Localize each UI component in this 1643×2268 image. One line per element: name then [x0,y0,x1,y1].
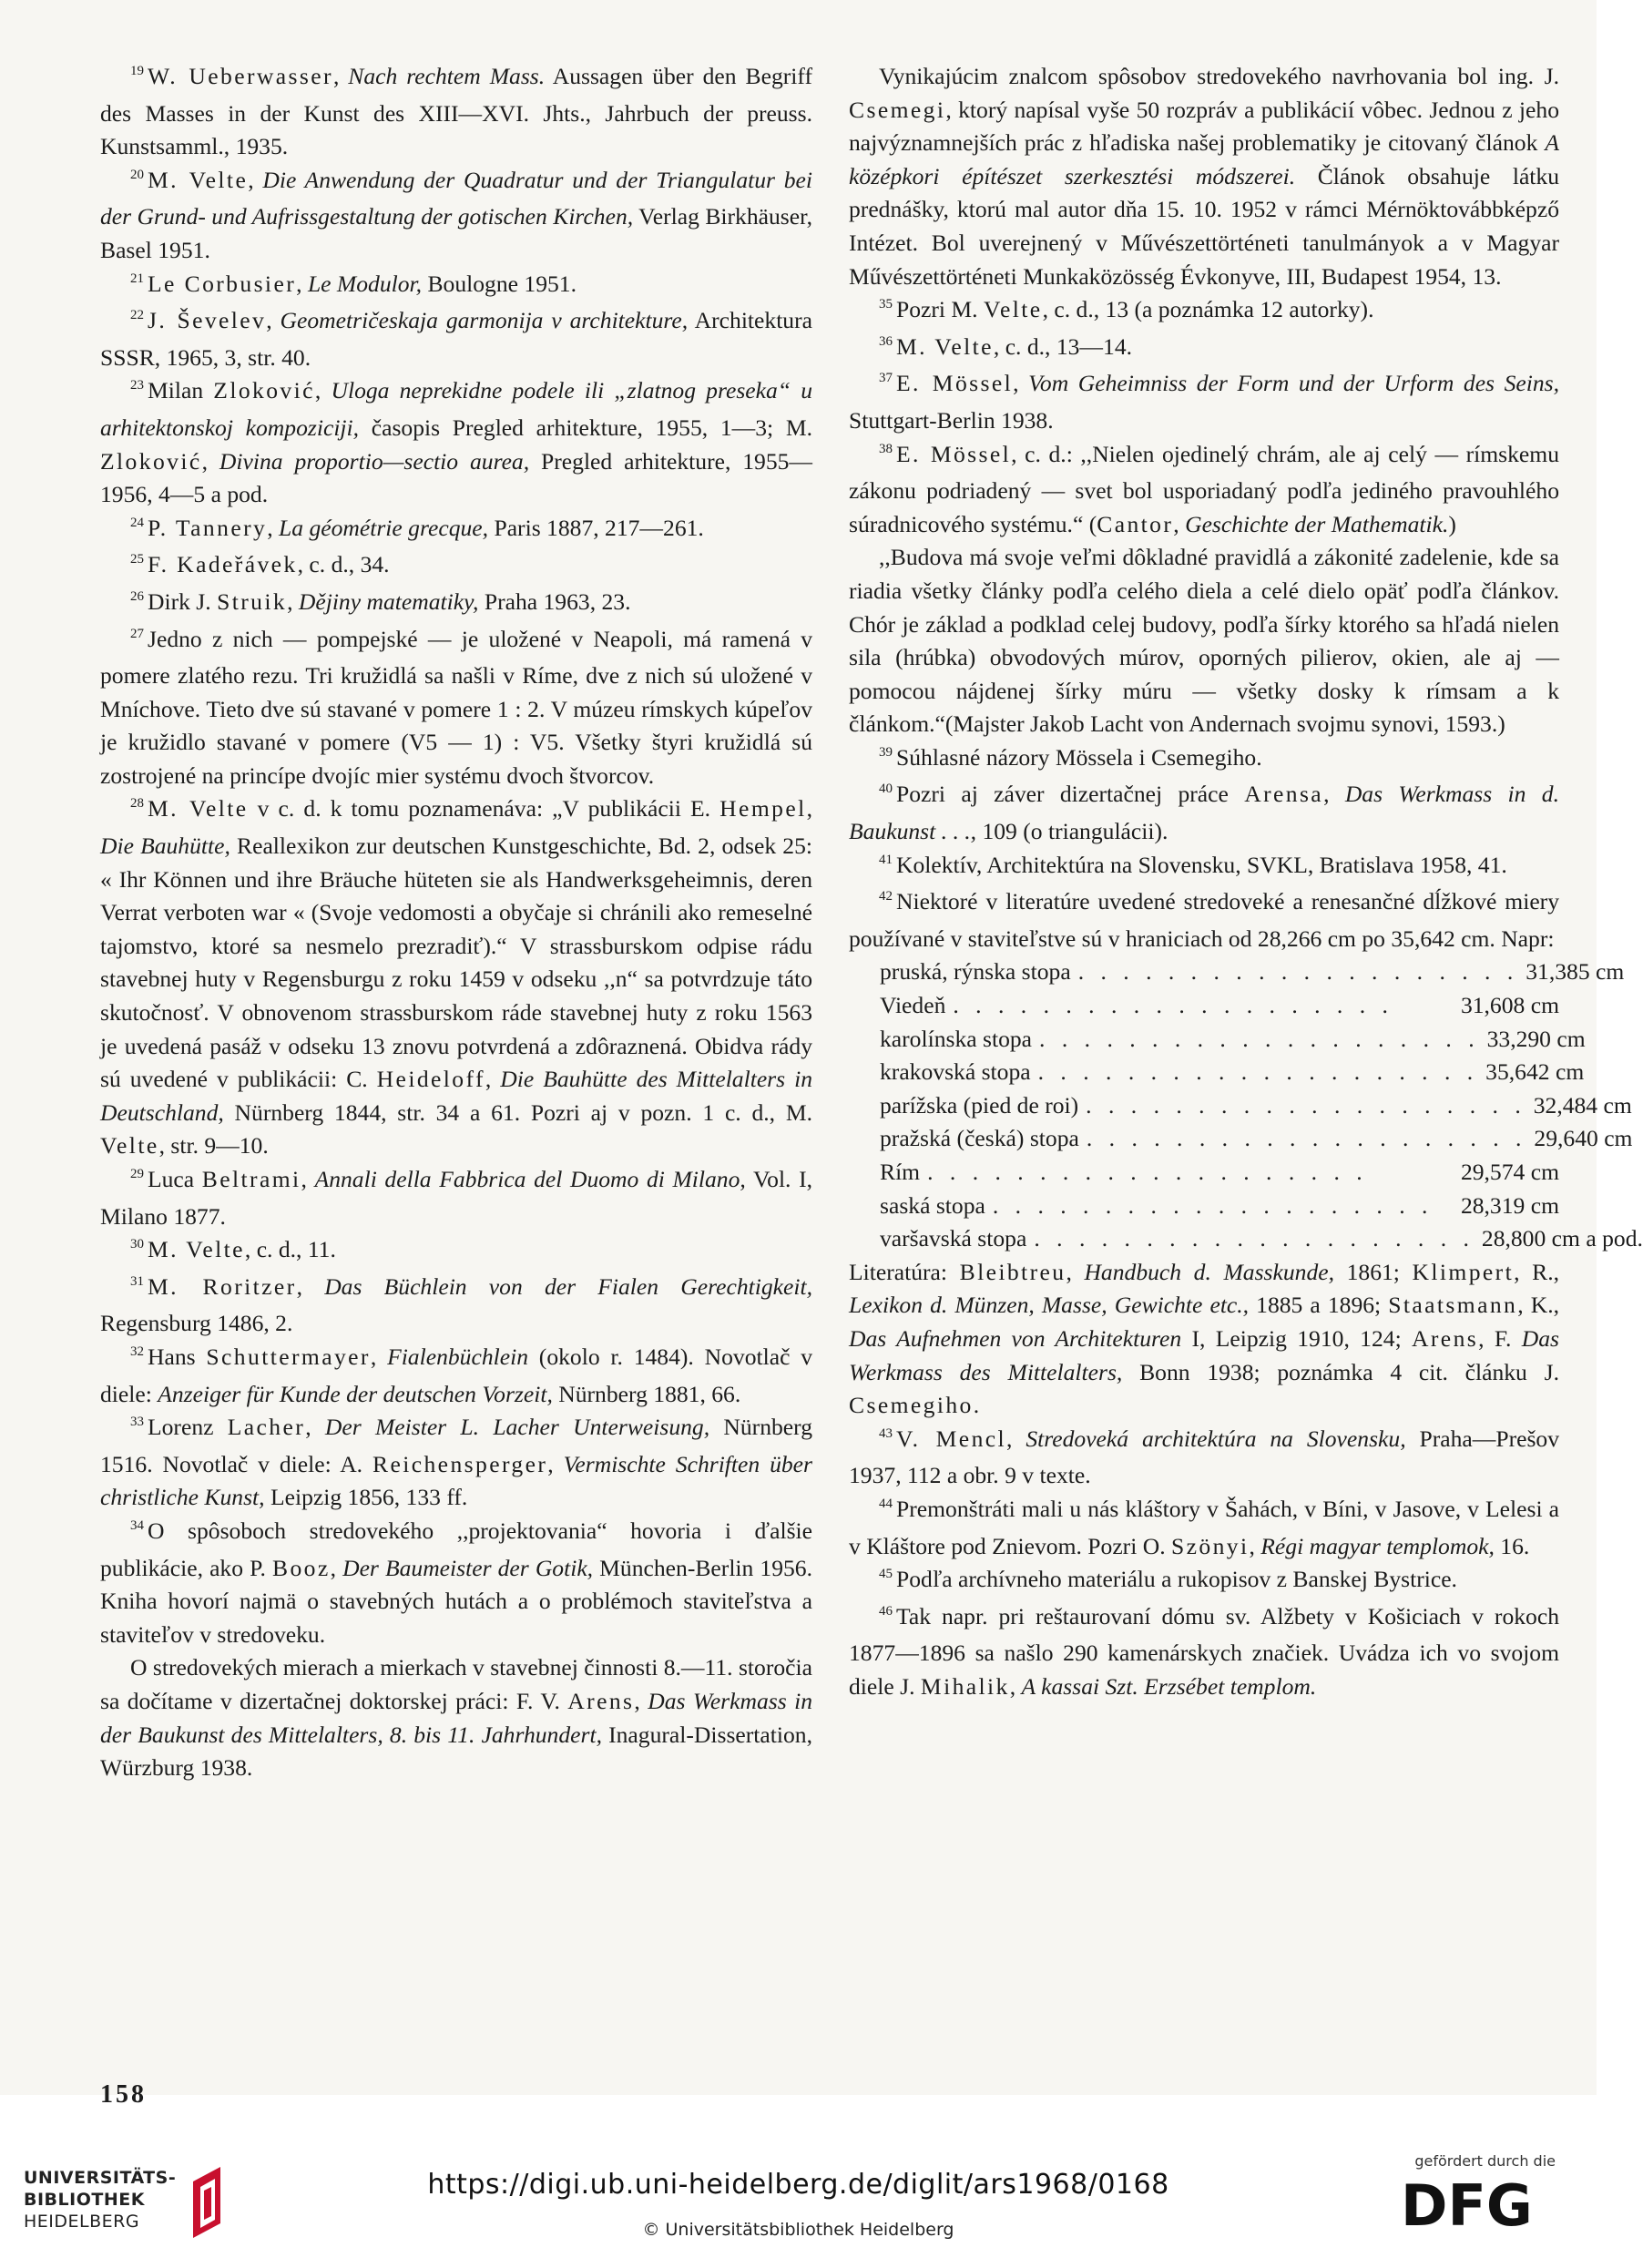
italic-title: Vom Geheimniss der Form und der Urform des Seins, [1028,370,1560,397]
measure-name: Viedeň [880,992,946,1019]
footnote-number: 30 [130,1237,144,1252]
left-column [100,60,812,1785]
measure-value: 31,385 cm [1526,958,1625,986]
text-run: Literatúra: [849,1258,960,1285]
measure-value: 29,640 cm [1534,1125,1633,1152]
text-run: Vol. I, Milano 1877. [100,1166,812,1230]
measures-table [849,955,1643,1255]
page-number: 158 [100,2080,147,2109]
text-run: , [266,307,281,334]
footnote-number: 25 [130,552,144,567]
author-name: Bleibtreu [959,1258,1066,1285]
text-run: Dirk J. [148,587,218,615]
author-name: M. Roritzer [148,1272,297,1300]
footnote-45 [849,1563,1559,1600]
measure-row [849,1023,1586,1057]
text-run: časopis Pregled arhitekture, 1955, 1—3; M. [359,414,813,441]
measure-value: 29,574 cm [1460,1159,1559,1185]
author-name: Lacher [227,1414,306,1441]
text-run: Lorenz [148,1414,228,1441]
footnote-number: 28 [130,796,144,812]
text-run: (okolo r. 1484). Novotlač v diele: [100,1343,813,1407]
author-name: F. Kadeřávek [148,551,298,578]
footnote-number: 46 [879,1603,893,1619]
text-run: Pozri M. [896,296,984,323]
text-run: Bonn 1938; poznámka 4 cit. článku J. [1122,1358,1559,1385]
footnote-number: 38 [879,441,893,456]
author-name: M. Velte [896,332,994,360]
author-name: Hempel [719,795,807,822]
text-run: , [330,1554,343,1581]
author-name: J. Ševelev [148,307,267,334]
measure-value: 28,319 cm [1460,1191,1559,1219]
text-run: , [332,63,349,89]
measure-row [849,955,1625,989]
text-run: Nürnberg 1881, 66. [552,1380,741,1407]
footnote-number: 36 [879,333,893,349]
footnote-20 [100,164,812,268]
italic-title: Anzeiger für Kunde der deutschen Vorzeit, [158,1380,553,1407]
text-run: Architektura SSSR, 1965, 3, str. 40. [100,307,812,371]
text-run: , [267,514,280,541]
italic-title: Uloga neprekidne podele ili „zlatnog preseka“ u arhitektonskoj kompoziciji, [100,377,812,441]
text-run: Leipzig 1856, 133 ff. [264,1484,468,1511]
dfg-logo-icon[interactable] [1401,2172,1560,2239]
author-name: Szönyi [1171,1532,1250,1559]
author-name: Mihalik [920,1672,1010,1700]
italic-title: Stredoveká architektúra na Slovensku, [1026,1425,1406,1452]
italic-title: Der Meister L. Lacher Unterweisung, [324,1414,710,1441]
text-run: O stredovekých mierach a mierkach v stavebnej činnosti 8.—11. storočia sa dočítame v dizertačnej doktorskej práci: F. V. [100,1654,812,1714]
text-run: , [485,1066,501,1093]
text-run: , [314,377,332,404]
footnote-31 [100,1271,812,1341]
author-name: E. Mössel [896,370,1014,397]
author-name: E. Mössel [896,440,1012,467]
text-run: Reallexikon zur deutschen Kunstgeschichte, Bd. 2, odsek 25: « Ihr Können und ihre Bräuche hüteten sie als Handwerksgeheimnis, deren Verrat verboten war « (Svoje vedomosti a obyčaje si chránili ako remeselné tajomstvo, ktoré sa nesmelo prezradiť).“ V strassburskom odpise rádu stavebnej huty v Regensburgu z roku 1459 v odseku ,,n“ sa potvrdzuje táto skutočnosť. V obnovenom strassburskom ráde stavebnej huty z roku 1563 je uvedená pasáž v odseku 13 znovu potvrdená a zdôraznená. Obidva rády sú uvedené v publikácii: C. [100,833,813,1093]
italic-title: Geometričeskaja garmonija v architekture, [280,307,689,334]
author-name: Heideloff [376,1066,485,1093]
footnote-number: 42 [879,889,893,904]
text-run: Boulogne 1951. [422,270,577,297]
text-run: Jedno z nich — pompejské — je uložené v Neapoli, má ramená v pomere zlatého rezu. Tri kružidlá sa našli v Ríme, dve z nich sú uložené v Mníchove. Tieto dve sú stavané v pomere 1 : 2. V múzeu rímskych kúpeľov je kružidlo stavané v pomere (V5 — 1) : V5. Všetky štyri kružidlá sú zostrojené na princípe dvojíc mier systému dvoch štvorcov. [100,625,812,789]
text-run: , c. d., 13—14. [993,332,1133,360]
library-name: UNIVERSITÄTS- BIBLIOTHEK HEIDELBERG [24,2168,177,2232]
text-run: , [296,1272,325,1300]
text-run: , [301,1166,315,1192]
text-run: Podľa archívneho materiálu a rukopisov z Banskej Bystrice. [896,1566,1457,1593]
footnote-number: 24 [130,515,144,530]
leader-dots: . . . . . . . . . . . . . . . . . . . . [1077,958,1519,986]
footnote-41 [849,849,1559,886]
text-run: , c. d., 13 (a poznámka 12 autorky). [1042,296,1374,323]
footnote-42 [849,885,1559,955]
text-run: 16. [1494,1532,1530,1559]
text-run: ,,Budova má svoje veľmi dôkladné pravidlá a zákonité zadelenie, kde sa riadia všetky články podľa celého diela a celé dielo opäť podľa článkov. Chór je základ a podklad celej budovy, podľa šírky ktorého sa hľadá nielen sila (hrúbka) obvodových múrov, oporných pilierov, okien, ale aj — pomocou nájdenej šírky múru — všetky dosky k rímsam a k článkom.“(Majster Jakob Lacht von Andernach svojmu synovi, 1593.) [849,544,1559,738]
author-name: P. Tannery [148,514,268,541]
footnote-30 [100,1233,812,1271]
text-run: , ktorý napísal vyše 50 rozpráv a publikácií vôbec. Jednou z jeho najvýznamnejších prác z hľadiska našej problematiky je citovaný článok [849,96,1559,157]
footnote-23 [100,374,812,511]
paragraph [100,1651,812,1784]
text-run: , [1006,1425,1026,1452]
author-name: V. Mencl [896,1425,1007,1452]
footnote-number: 43 [879,1425,893,1441]
italic-title: Das Werkmass in der Baukunst des Mittelalters, 8. bis 11. Jahrhundert, [100,1687,812,1748]
italic-title: Vermischte Schriften über christliche Kunst, [100,1450,812,1511]
author-name: Velte [100,1132,159,1160]
footnote-35 [849,293,1559,331]
italic-title: Die Bauhütte des Mittelalters in Deutschland, [100,1066,812,1126]
text-run: , [287,587,299,615]
leader-dots: . . . . . . . . . . . . . . . . . . . . [1086,1091,1526,1119]
footnote-number: 23 [130,378,144,393]
footnote-34 [100,1515,812,1651]
measure-row [849,989,1559,1023]
author-name: Staatsmann [1388,1292,1518,1319]
text-run: , [1249,1532,1261,1559]
leader-dots: . . . . . . . . . . . . . . . . . . . . [1037,1058,1479,1086]
footnote-number: 27 [130,626,144,641]
footnote-number: 22 [130,308,144,323]
leader-dots: . . . . . . . . . . . . . . . . . . . . [927,1159,1368,1185]
text-run: . [973,1392,980,1419]
text-run: Pregled arhitekture, 1955—1956, 4—5 a pod. [100,447,813,508]
measure-value: 32,484 cm [1533,1091,1632,1119]
text-run: , [248,166,263,193]
measure-name: varšavská stopa [880,1225,1027,1252]
footnote-33 [100,1411,812,1515]
italic-title: Das Aufnehmen von Architekturen [849,1324,1182,1352]
text-run: , c. d., 11. [244,1236,336,1263]
author-name: Klimpert [1412,1258,1515,1285]
footnote-39 [849,741,1559,779]
author-name: Csemegi [849,96,946,123]
text-run: , c. d.: ,,Nielen ojedinelý chrám, ale aj celý — rímskemu zákonu podriadený — svet bol usporiadaný podľa jediného pravouhlého súradnicového systému.“ ( [849,440,1559,537]
footnote-number: 44 [879,1496,893,1511]
text-run: , K., [1517,1292,1559,1319]
measure-value: 35,642 cm [1485,1058,1585,1086]
text-run: , str. 9—10. [158,1132,269,1160]
measure-row [849,1222,1643,1256]
italic-title: Der Baumeister der Gotik, [342,1554,594,1581]
footnote-36 [849,331,1559,368]
measure-row [849,1122,1633,1156]
italic-title: A középkori építészet szerkesztési módszerei. [849,129,1559,189]
footnote-46 [849,1600,1559,1704]
footnote-number: 37 [879,371,893,386]
author-name: W. Ueberwasser [148,63,333,89]
text-run: Regensburg 1486, 2. [100,1310,293,1337]
footnote-19 [100,60,812,164]
footnote-number: 26 [130,588,144,604]
author-name: M. Velte [148,795,249,822]
footnote-number: 29 [130,1167,144,1181]
italic-title: Die Bauhütte, [100,833,230,860]
measure-value: 31,608 cm [1460,992,1559,1019]
dfg-logo-text: DFG [1401,2172,1533,2239]
paragraph [849,541,1559,741]
footnote-25 [100,548,812,586]
footnote-40 [849,778,1559,848]
italic-title: Das Büchlein von der Fialen Gerechtigkeit, [324,1272,812,1300]
text-run: Verlag Birkhäuser, Basel 1951. [100,203,812,263]
text-run: München-Berlin 1956. Kniha hovorí najmä o stavebných hutách a o problémoch staviteľstva a staviteľov v stredoveku. [100,1554,812,1648]
text-run: , [1013,370,1029,397]
author-name: Reichensperger [372,1450,548,1477]
footnote-32 [100,1341,812,1411]
italic-title: A kassai Szt. Erzsébet templom. [1021,1672,1317,1700]
author-name: Beltrami [201,1166,301,1192]
text-run: Paris 1887, 217—261. [488,514,704,541]
measure-value: 28,800 cm a pod. [1481,1225,1643,1252]
footnote-43 [849,1423,1559,1493]
text-run: , [1173,510,1186,537]
text-run: Vynikajúcim znalcom spôsobov stredovekého navrhovania bol ing. J. [879,63,1559,89]
footnote-number: 33 [130,1415,144,1430]
paragraph [849,1256,1559,1423]
text-run: Luca [148,1166,202,1192]
permalink-url[interactable]: https://digi.ub.uni-heidelberg.de/diglit/ars1968/0168 [427,2169,1169,2201]
footnote-number: 39 [879,744,893,760]
text-run: Niektoré v literatúre uvedené stredoveké a renesančné dĺžkové miery používané v staviteľstve sú v hraniciach od 28,266 cm po 35,642 cm. Napr: [849,888,1559,952]
measure-name: saská stopa [880,1191,985,1219]
footnote-number: 20 [130,167,144,182]
author-name: Struik [217,587,288,615]
text-run: , c. d., 34. [297,551,390,578]
text-run: , [296,270,308,297]
author-name: M. Velte [148,1236,245,1263]
text-run: , [305,1414,325,1441]
text-run: , [201,447,219,475]
footnote-number: 40 [879,782,893,797]
footnote-29 [100,1163,812,1233]
italic-title: Das Werkmass in d. Baukunst . . ., [849,781,1559,845]
copyright-notice: © Universitätsbibliothek Heidelberg [642,2220,954,2240]
text-run: Inagural-Dissertation, Würzburg 1938. [100,1721,812,1782]
italic-title: Nach rechtem Mass. [348,63,546,89]
leader-dots: . . . . . . . . . . . . . . . . . . . . [1086,1125,1527,1152]
measure-name: parížska (pied de roi) [880,1091,1079,1119]
text-run: Článok obsahuje látku prednášky, ktorú mal autor dňa 15. 10. 1952 v rámci Mérnöktovábbképző Intézet. Bol uverejnený v Művészettörténeti tanulmányok a v Magyar Művészettörténeti Munkaközösség Évkonyve, III, Budapest 1954, 13. [849,162,1560,290]
author-name: Cantor [1097,510,1174,537]
text-run: Milan [148,377,214,404]
measure-row [849,1190,1559,1223]
footnote-44 [849,1493,1559,1563]
text-run: 109 (o triangulácii). [976,818,1168,845]
text-run: , [370,1343,388,1370]
author-name: Zloković [100,447,202,475]
footnote-number: 31 [130,1273,144,1289]
measure-name: Rím [880,1159,921,1185]
measure-name: pruská, rýnska stopa [880,958,1071,986]
footnote-number: 35 [879,297,893,312]
italic-title: Geschichte der Mathematik. [1185,510,1449,537]
italic-title: La géométrie grecque, [279,514,489,541]
author-name: Arens [1412,1324,1479,1352]
text-run: , [634,1687,648,1714]
text-run: Hans [148,1343,207,1370]
italic-title: Lexikon d. Münzen, Masse, Gewichte etc., [849,1292,1250,1319]
text-run: , [547,1450,564,1477]
text-run: I, Leipzig 1910, 124; [1181,1324,1412,1352]
text-run: , [1066,1258,1085,1285]
footnote-number: 19 [130,64,144,78]
footnote-26 [100,586,812,623]
text-run: , [1009,1672,1022,1700]
footnote-number: 45 [879,1567,893,1582]
text-run: v c. d. k tomu poznamenáva: „V publikácii E. [248,795,720,822]
author-name: Arens [567,1687,635,1714]
text-run: Nürnberg 1516. Novotlač v diele: A. [100,1414,813,1477]
text-run: Praha—Prešov 1937, 112 a obr. 9 v texte. [849,1425,1560,1489]
footnote-21 [100,268,812,305]
text-run: Premonštráti mali u nás kláštory v Šahách, v Bíni, v Jasove, v Lelesi a v Kláštore pod Znievom. Pozri O. [849,1495,1559,1559]
italic-title: Handbuch d. Masskunde, [1084,1258,1335,1285]
italic-title: Divina proportio—sectio aurea, [219,447,530,475]
measure-row [849,1089,1632,1123]
text-run: 1885 a 1896; [1249,1292,1389,1319]
text-run: , [1323,781,1345,808]
paragraph [849,60,1559,293]
author-name: M. Velte [148,166,249,193]
footnote-38 [849,438,1559,542]
text-run: Tak napr. pri reštaurovaní dómu sv. Alžbety v Košiciach v rokoch 1877—1896 sa našlo 290 kamenárskych značiek. Uvádza ich vo svojom diele J. [849,1602,1559,1700]
italic-title: Die Anwendung der Quadratur und der Triangulatur bei der Grund- und Aufrissgestaltung der gotischen Kirchen, [100,166,812,230]
text-run: Praha 1963, 23. [478,587,631,615]
footnote-27 [100,623,812,793]
measure-row [849,1156,1559,1190]
leader-dots: . . . . . . . . . . . . . . . . . . . . [992,1191,1434,1219]
footnote-number: 41 [879,852,893,867]
text-run: Súhlasné názory Mössela i Csemegiho. [896,743,1262,771]
leader-dots: . . . . . . . . . . . . . . . . . . . . [1034,1225,1475,1252]
italic-title: Fialenbüchlein [387,1343,528,1370]
footnote-28 [100,792,812,1163]
text-run: Kolektív, Architektúra na Slovensku, SVKL, Bratislava 1958, 41. [896,851,1507,878]
measure-name: karolínska stopa [880,1025,1033,1052]
footnote-number: 34 [130,1517,144,1533]
measure-row [849,1056,1585,1089]
footnote-24 [100,512,812,549]
text-run: , R., [1514,1258,1559,1285]
text-run: , [806,795,812,822]
text-run: ) [1448,510,1456,537]
author-name: Arensa [1244,781,1324,808]
right-column [849,60,1643,1704]
footnote-37 [849,367,1559,437]
text-run: Aussagen über den Begriff des Masses in der Kunst des XIII—XVI. Jhts., Jahrbuch der preuss. Kunstsamml., 1935. [100,63,812,160]
italic-title: Le Modulor, [307,270,423,297]
author-name: Velte [983,296,1043,323]
italic-title: Das Werkmass des Mittelalters, [849,1324,1560,1385]
footnote-22 [100,304,812,374]
measure-name: pražská (česká) stopa [880,1125,1079,1152]
footnote-number: 21 [130,271,144,286]
author-name: Csemegiho [849,1392,974,1419]
italic-title: Annali della Fabbrica del Duomo di Milano, [314,1166,746,1192]
leader-dots: . . . . . . . . . . . . . . . . . . . . [953,992,1393,1019]
author-name: Booz [271,1554,331,1581]
author-name: Schuttermayer [206,1343,371,1370]
author-name: Le Corbusier [148,270,297,297]
measure-value: 33,290 cm [1486,1025,1586,1052]
text-run: Pozri aj záver dizertačnej práce [896,781,1245,808]
text-run: O spôsoboch stredovekého ,,projektovania“ hovoria i ďalšie publikácie, ako P. [100,1517,812,1581]
text-run: Nürnberg 1844, str. 34 a 61. Pozri aj v pozn. 1 c. d., M. [223,1098,812,1126]
funding-label: gefördert durch die [1414,2152,1556,2170]
italic-title: Dějiny matematiky, [298,587,479,615]
footer-bar [0,2143,1597,2268]
footnote-number: 32 [130,1343,144,1359]
text-run: , F. [1478,1324,1522,1352]
text-run: Stuttgart-Berlin 1938. [849,406,1054,434]
leader-dots: . . . . . . . . . . . . . . . . . . . . [1039,1025,1480,1052]
measure-name: krakovská stopa [880,1058,1031,1086]
author-name: Zloković [213,377,315,404]
italic-title: Régi magyar templomok, [1260,1532,1495,1559]
text-run: 1861; [1334,1258,1413,1285]
